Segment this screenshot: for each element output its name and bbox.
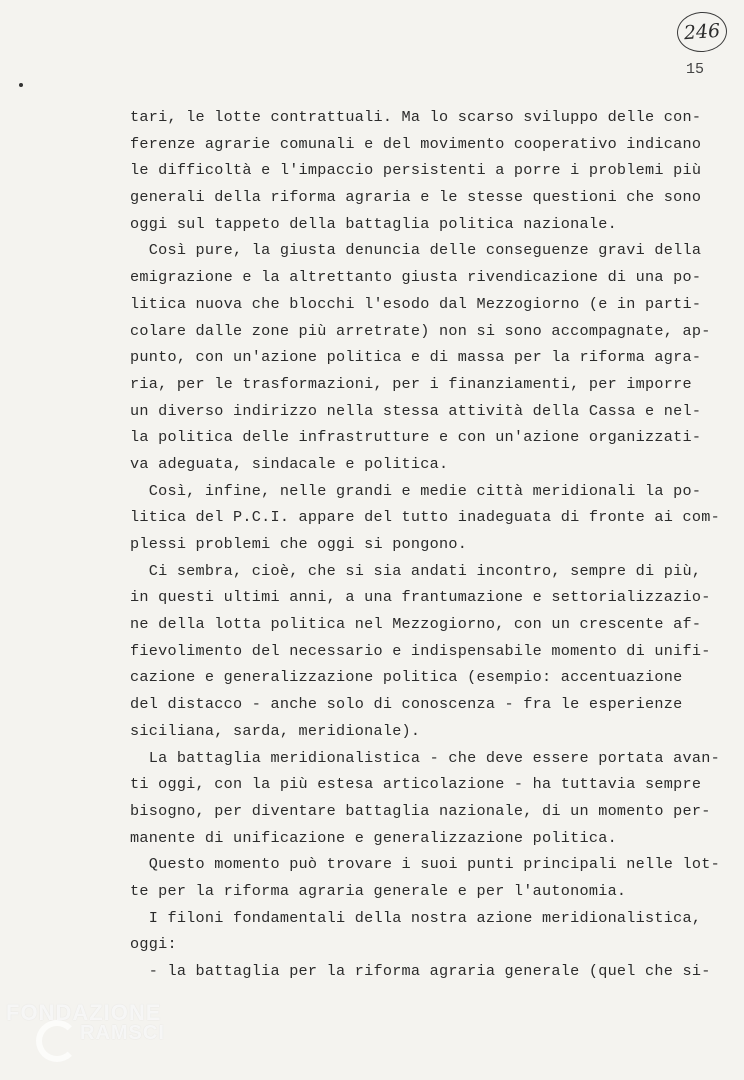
text-line: - la battaglia per la riforma agraria generale (quel che si-	[130, 962, 711, 980]
text-line: oggi sul tappeto della battaglia politica nazionale.	[130, 214, 617, 233]
text-line: Ci sembra, cioè, che si sia andati incontro, sempre di più,	[130, 561, 702, 580]
text-line: te per la riforma agraria generale e per l'autonomia.	[130, 881, 627, 900]
text-line: tari, le lotte contrattuali. Ma lo scarso sviluppo delle con-	[130, 108, 702, 126]
text-line: siciliana, sarda, meridionale).	[130, 721, 421, 740]
text-line: oggi:	[130, 935, 177, 954]
text-line: del distacco - anche solo di conoscenza - fra le esperienze	[130, 695, 683, 714]
text-line: punto, con un'azione politica e di massa per la riforma agra-	[130, 348, 702, 367]
text-line: un diverso indirizzo nella stessa attività della Cassa e nel-	[130, 401, 702, 420]
ink-speck	[19, 83, 23, 87]
text-line: colare dalle zone più arretrate) non si sono accompagnate, ap-	[130, 321, 711, 340]
text-line: litica nuova che blocchi l'esodo dal Mezzogiorno (e in parti-	[130, 294, 702, 313]
text-line: cazione e generalizzazione politica (esempio: accentuazione	[130, 668, 683, 687]
text-line: generali della riforma agraria e le stesse questioni che sono	[130, 188, 702, 207]
page-number: 15	[686, 61, 705, 78]
text-line: va adeguata, sindacale e politica.	[130, 454, 449, 473]
text-line: fievolimento del necessario e indispensabile momento di unifi-	[130, 641, 711, 660]
text-line: le difficoltà e l'impaccio persistenti a porre i problemi più	[130, 161, 702, 180]
text-line: Questo momento può trovare i suoi punti principali nelle lot-	[130, 855, 720, 874]
body-text	[130, 104, 720, 985]
watermark-line-2: RAMSCI	[80, 1022, 165, 1044]
text-line: emigrazione e la altrettanto giusta rivendicazione di una po-	[130, 268, 702, 287]
text-line: Così, infine, nelle grandi e medie città meridionali la po-	[130, 481, 702, 500]
archive-stamp	[676, 10, 729, 53]
text-line: in questi ultimi anni, a una frantumazione e settorializzazio-	[130, 588, 711, 607]
watermark-line-1: FONDAZIONE	[6, 1000, 162, 1025]
text-line: la politica delle infrastrutture e con un'azione organizzati-	[130, 428, 702, 447]
text-line: litica del P.C.I. appare del tutto inadeguata di fronte ai com-	[130, 508, 720, 527]
archive-stamp-number: 246	[683, 19, 721, 45]
text-line: ferenze agrarie comunali e del movimento cooperativo indicano	[130, 134, 702, 153]
text-line: ne della lotta politica nel Mezzogiorno, con un crescente af-	[130, 615, 702, 634]
text-line: La battaglia meridionalistica - che deve essere portata avan-	[130, 748, 720, 767]
text-line: ti oggi, con la più estesa articolazione - ha tuttavia sempre	[130, 775, 702, 794]
text-line: plessi problemi che oggi si pongono.	[130, 535, 468, 553]
text-line: Così pure, la giusta denuncia delle conseguenze gravi della	[130, 241, 702, 260]
text-line: ria, per le trasformazioni, per i finanziamenti, per imporre	[130, 374, 692, 393]
text-line: bisogno, per diventare battaglia nazionale, di un momento per-	[130, 801, 711, 820]
text-line: manente di unificazione e generalizzazione politica.	[130, 828, 617, 847]
archive-watermark	[6, 1000, 216, 1080]
text-line: I filoni fondamentali della nostra azione meridionalistica,	[130, 908, 702, 927]
watermark-g-logo	[36, 1020, 78, 1062]
